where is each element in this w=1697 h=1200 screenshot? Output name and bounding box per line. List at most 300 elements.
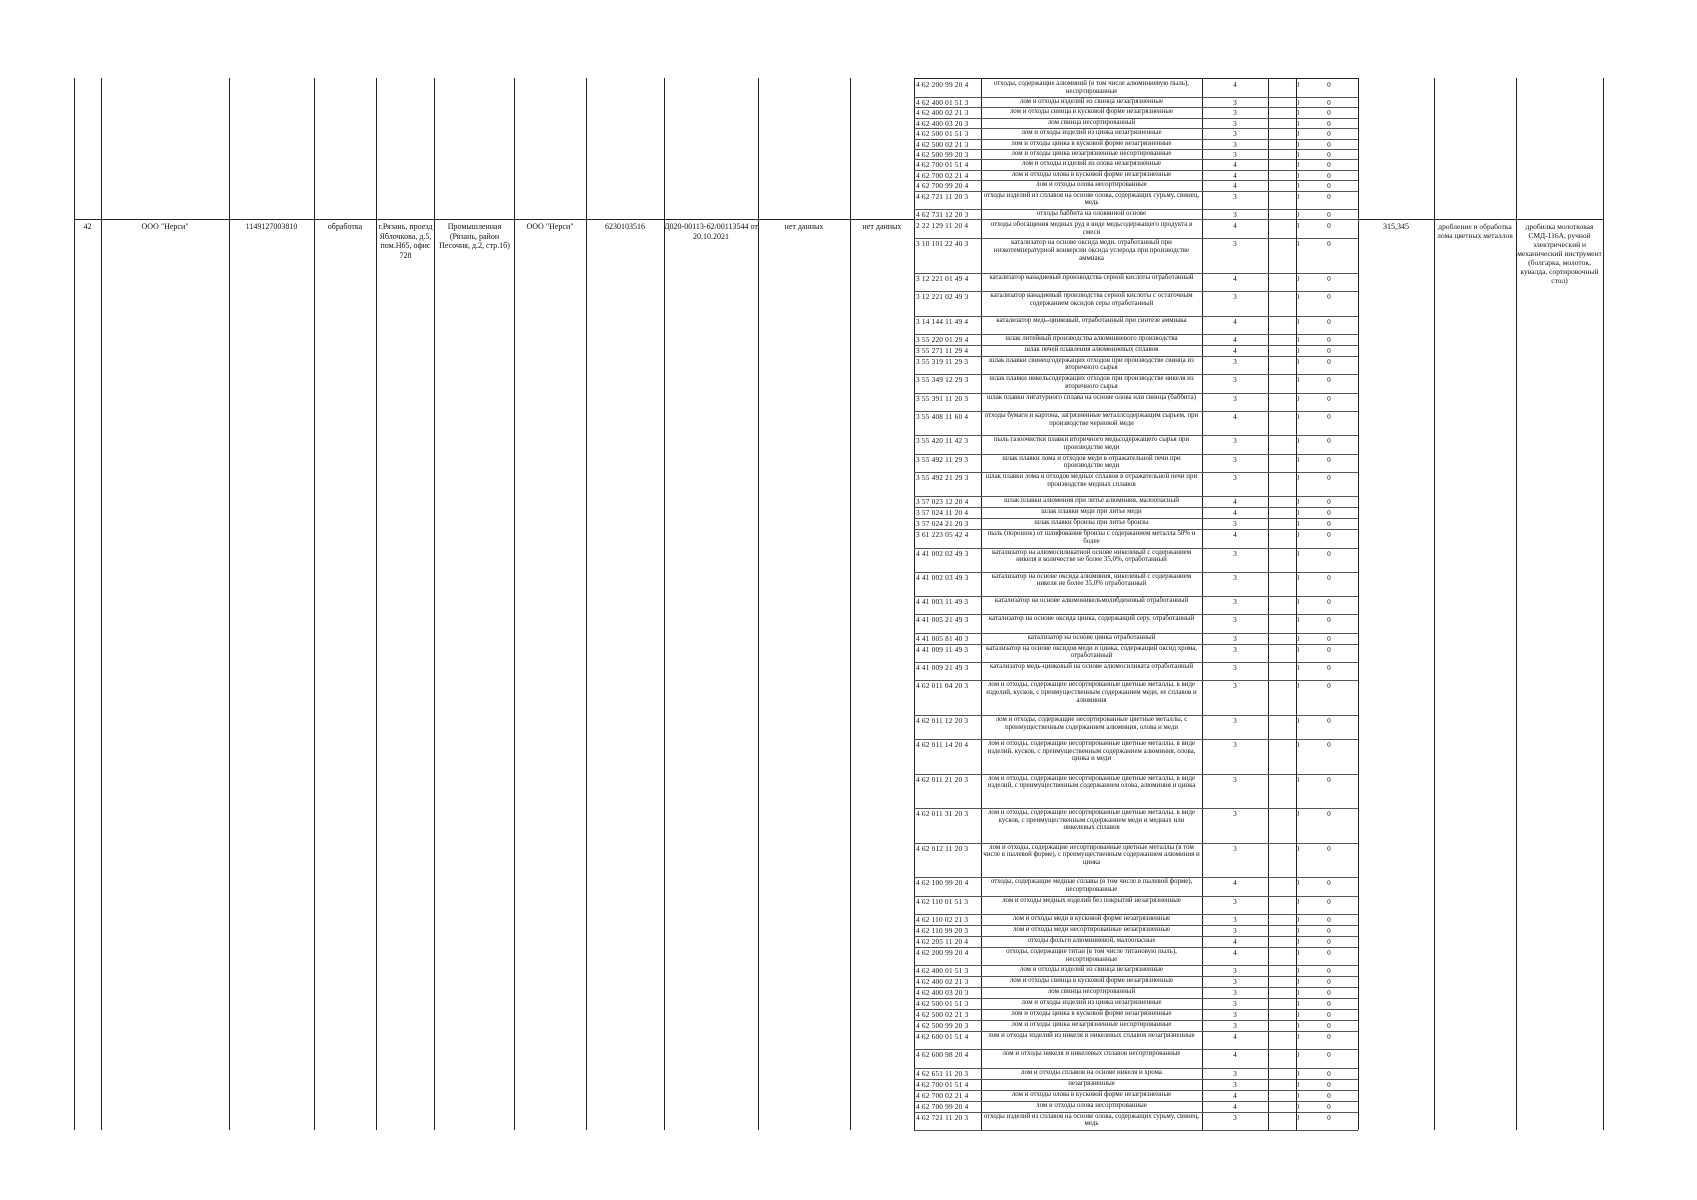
quantity-b: 0 — [1327, 519, 1331, 529]
quantity-a: 0 — [1295, 1031, 1300, 1041]
quantity-a: 0 — [1295, 977, 1300, 987]
quantity-b: 0 — [1327, 1068, 1331, 1078]
quantity-a: 0 — [1295, 345, 1300, 355]
fkko-code: 4 62 700 99 20 4 — [916, 181, 969, 191]
waste-description: лом и отходы меди несортированные незагрязненные — [1012, 926, 1171, 934]
fkko-code: 3 55 271 11 29 4 — [916, 345, 969, 355]
quantity-b: 0 — [1327, 1031, 1331, 1041]
quantity-b: 0 — [1327, 412, 1331, 422]
waste-description: лом и отходы, содержащие несортированные цветные металлы, в виде изделий, кусков, с преимущественным содержанием алюминия, олова, цинка и меди — [987, 740, 1196, 763]
quantity-b: 0 — [1327, 988, 1331, 998]
waste-description: лом и отходы, содержащие несортированные цветные металлы, в виде изделий, кусков, с преимущественным содержанием меди, ее сплавов и алюминия — [986, 681, 1197, 704]
quantity-b: 0 — [1327, 292, 1331, 302]
table-rule — [758, 78, 759, 1130]
waste-description: лом и отходы меди в кусковой форме незагрязненные — [1012, 915, 1171, 923]
fkko-code: 4 41 009 21 49 3 — [916, 663, 969, 673]
hazard-class: 3 — [1233, 988, 1237, 998]
quantity-b: 0 — [1327, 118, 1331, 128]
fkko-code: 4 62 600 98 20 4 — [916, 1050, 969, 1060]
quantity-b: 0 — [1327, 596, 1331, 606]
quantity-a: 0 — [1295, 473, 1300, 483]
quantity-b: 0 — [1327, 209, 1331, 219]
waste-description: лом и отходы изделий из олова незагрязненные — [1021, 160, 1162, 168]
waste-description: отходы фольги алюминиевой, малоопасные — [1027, 937, 1156, 945]
equipment: дробилка молотковая СМД-116А, ручной электрический и механический инструмент (болгарка, молоток, кувалда, сортировочный стол) — [1517, 222, 1602, 285]
quantity-b: 0 — [1327, 548, 1331, 558]
hazard-class: 3 — [1233, 843, 1237, 853]
quantity-b: 0 — [1327, 977, 1331, 987]
quantity-b: 0 — [1327, 716, 1331, 725]
hazard-class: 3 — [1233, 663, 1237, 673]
license-number: Д020-00113-62/00113544 от 20.10.2021 — [664, 222, 758, 241]
hazard-class: 3 — [1233, 129, 1237, 139]
fkko-code: 4 62 700 01 51 4 — [916, 1079, 969, 1089]
waste-description: катализатор на основе оксидов меди и цинка, содержащий оксид хрома, отработанный — [985, 644, 1198, 660]
organization-name: ООО "Нерси" — [141, 222, 189, 231]
inn: 6230103516 — [605, 222, 645, 231]
quantity-a: 0 — [1295, 221, 1300, 230]
quantity-a: 0 — [1295, 316, 1300, 326]
quantity-a: 0 — [1295, 530, 1300, 540]
table-rule — [914, 78, 915, 1130]
fkko-code: 3 57 024 11 20 4 — [916, 508, 969, 518]
quantity-a: 0 — [1295, 454, 1300, 464]
hazard-class: 4 — [1233, 530, 1237, 540]
waste-description: шлак плавки бронзы при литье бронзы — [1034, 519, 1149, 527]
waste-description: лом и отходы изделий из свинца незагрязненные — [1019, 966, 1164, 974]
fkko-code: 4 62 721 11 20 3 — [916, 191, 969, 201]
quantity-a: 0 — [1295, 809, 1300, 819]
hazard-class: 3 — [1233, 915, 1237, 925]
quantity-a: 0 — [1295, 375, 1300, 385]
fkko-code: 4 62 500 99 20 3 — [916, 150, 969, 159]
quantity-b: 0 — [1327, 966, 1331, 976]
fkko-code: 4 62 500 01 51 3 — [916, 129, 969, 139]
hazard-class: 4 — [1233, 497, 1237, 507]
hazard-class: 4 — [1233, 508, 1237, 518]
quantity-b: 0 — [1327, 1101, 1331, 1111]
fkko-code: 4 62 011 12 20 3 — [916, 716, 969, 725]
fkko-code: 4 62 400 02 21 3 — [916, 977, 969, 987]
hazard-class: 3 — [1233, 1010, 1237, 1020]
quantity-b: 0 — [1327, 334, 1331, 344]
quantity-b: 0 — [1327, 740, 1331, 750]
hazard-class: 4 — [1233, 1031, 1237, 1041]
quantity-a: 0 — [1295, 1101, 1300, 1111]
quantity-b: 0 — [1327, 473, 1331, 483]
hazard-class: 3 — [1233, 118, 1237, 128]
quantity-a: 0 — [1295, 97, 1300, 107]
quantity-a: 0 — [1295, 129, 1300, 139]
quantity-a: 0 — [1295, 1090, 1300, 1100]
hazard-class: 4 — [1233, 947, 1237, 957]
hazard-class: 3 — [1233, 548, 1237, 558]
quantity-a: 0 — [1295, 497, 1300, 507]
quantity-b: 0 — [1327, 150, 1331, 159]
fkko-code: 4 62 700 99 20 4 — [916, 1101, 969, 1111]
quantity-a: 0 — [1295, 878, 1300, 888]
quantity-a: 0 — [1295, 896, 1300, 906]
waste-description: лом и отходы свинца в кусковой форме незагрязненные — [1009, 108, 1174, 116]
ogrn: 1149127003810 — [245, 222, 298, 231]
waste-description: отходы, содержащие алюминий (в том числе алюминиевую пыль), несортированные — [993, 80, 1190, 95]
hazard-class: 3 — [1233, 473, 1237, 483]
waste-description: пыль газоочистки плавки вторичного медьсодержащего сырья при производстве меди — [993, 436, 1190, 451]
table-rule — [1358, 78, 1359, 1130]
fkko-code: 4 62 200 99 20 4 — [916, 947, 969, 957]
quantity-b: 0 — [1327, 1050, 1331, 1060]
waste-description: катализатор на алюмосиликатной основе никелевый с содержанием никеля в количестве не более 35,0%, отработанный — [991, 548, 1192, 564]
quantity-a: 0 — [1295, 947, 1300, 957]
hazard-class: 3 — [1233, 375, 1237, 385]
hazard-class: 4 — [1233, 170, 1237, 180]
waste-description: лом и отходы, содержащие несортированные цветные металлы, в виде кусков, с преимущественным содержанием меди и медных или никелевых сплавов — [987, 809, 1196, 832]
fkko-code: 3 12 221 02 49 3 — [916, 292, 969, 302]
quantity-b: 0 — [1327, 221, 1331, 230]
waste-description: шлак плавки лома и отходов медных сплавов в отражательной печи при производстве медных сплавов — [985, 473, 1198, 488]
okpd-code: 315,345 — [1383, 222, 1409, 231]
hazard-class: 4 — [1233, 221, 1237, 230]
hazard-class: 3 — [1233, 209, 1237, 219]
table-rule — [1296, 78, 1297, 1130]
quantity-b: 0 — [1327, 273, 1331, 283]
fkko-code: 3 55 319 11 29 3 — [916, 356, 969, 366]
hazard-class: 3 — [1233, 97, 1237, 107]
hazard-class: 4 — [1233, 412, 1237, 422]
hazard-class: 4 — [1233, 878, 1237, 888]
hazard-class: 3 — [1233, 681, 1237, 691]
quantity-b: 0 — [1327, 937, 1331, 947]
fkko-code: 4 41 009 11 49 3 — [916, 644, 969, 654]
table-rule — [1268, 78, 1269, 1130]
record-separator — [74, 219, 1603, 220]
hazard-class: 4 — [1233, 160, 1237, 170]
waste-description: катализатор на основе алюмоникельмолибденовый отработанный — [994, 596, 1189, 604]
quantity-b: 0 — [1327, 80, 1331, 89]
hazard-class: 3 — [1233, 519, 1237, 529]
waste-description: катализатор медь-цинковый на основе алюмосиликата отработанный — [989, 663, 1194, 671]
hazard-class: 3 — [1233, 615, 1237, 625]
table-rule — [981, 78, 982, 1130]
fkko-code: 4 62 500 01 51 3 — [916, 999, 969, 1009]
hazard-class: 4 — [1233, 937, 1237, 947]
hazard-class: 4 — [1233, 181, 1237, 191]
quantity-a: 0 — [1295, 181, 1300, 191]
fkko-code: 4 62 205 11 20 4 — [916, 937, 969, 947]
fkko-code: 4 41 002 02 49 3 — [916, 548, 969, 558]
waste-description: лом и отходы олова несортированные — [1036, 181, 1147, 189]
fkko-code: 3 55 349 12 29 3 — [916, 375, 969, 385]
fkko-code: 3 14 144 11 49 4 — [916, 316, 969, 326]
quantity-b: 0 — [1327, 191, 1331, 201]
quantity-b: 0 — [1327, 375, 1331, 385]
hazard-class: 3 — [1233, 1021, 1237, 1031]
fkko-code: 3 55 391 11 20 3 — [916, 393, 969, 403]
hazard-class: 3 — [1233, 896, 1237, 906]
waste-description: лом и отходы, содержащие несортированные цветные металлы, с преимущественным содержанием алюминия, олова и меди — [995, 716, 1188, 731]
quantity-a: 0 — [1295, 572, 1300, 582]
quantity-a: 0 — [1295, 740, 1300, 750]
quantity-b: 0 — [1327, 393, 1331, 403]
fkko-code: 4 62 500 02 21 3 — [916, 139, 969, 149]
fkko-code: 3 55 492 21 29 3 — [916, 473, 969, 483]
quantity-a: 0 — [1295, 393, 1300, 403]
hazard-class: 3 — [1233, 999, 1237, 1009]
hazard-class: 4 — [1233, 316, 1237, 326]
hazard-class: 3 — [1233, 191, 1237, 201]
fkko-code: 4 62 110 01 51 3 — [916, 896, 969, 906]
fkko-code: 3 55 220 01 29 4 — [916, 334, 969, 344]
fkko-code: 3 55 408 11 60 4 — [916, 412, 969, 422]
quantity-a: 0 — [1295, 508, 1300, 518]
quantity-b: 0 — [1327, 1112, 1331, 1122]
quantity-b: 0 — [1327, 572, 1331, 582]
hazard-class: 3 — [1233, 454, 1237, 464]
quantity-b: 0 — [1327, 809, 1331, 819]
quantity-b: 0 — [1327, 129, 1331, 139]
waste-description: катализатор медь-цинковый, отработанный при синтезе аммиака — [996, 316, 1187, 324]
fkko-code: 4 62 651 11 20 3 — [916, 1068, 969, 1078]
hazard-class: 4 — [1233, 80, 1237, 89]
table-rule — [101, 78, 102, 1130]
table-rule — [1202, 78, 1203, 1130]
fkko-code: 4 62 500 02 21 3 — [916, 1010, 969, 1020]
quantity-b: 0 — [1327, 615, 1331, 625]
hazard-class: 3 — [1233, 139, 1237, 149]
fkko-code: 4 62 110 99 20 3 — [916, 926, 969, 936]
quantity-a: 0 — [1295, 273, 1300, 283]
waste-description: пыль (порошок) от шлифования бронзы с содержанием металла 50% и более — [987, 530, 1196, 545]
table-rule — [229, 78, 230, 1130]
quantity-a: 0 — [1295, 209, 1300, 219]
fkko-code: 4 62 400 03 20 3 — [916, 118, 969, 128]
quantity-a: 0 — [1295, 843, 1300, 853]
quantity-a: 0 — [1295, 926, 1300, 936]
fkko-code: 4 62 100 99 20 4 — [916, 878, 969, 888]
quantity-a: 0 — [1295, 1068, 1300, 1078]
hazard-class: 3 — [1233, 926, 1237, 936]
fkko-code: 4 62 400 01 51 3 — [916, 97, 969, 107]
hazard-class: 3 — [1233, 572, 1237, 582]
waste-description: шлак плавки свинецсодержащих отходов при производстве свинца из вторичного сырья — [989, 356, 1194, 372]
quantity-a: 0 — [1295, 108, 1300, 118]
waste-description: лом свинца несортированный — [1047, 988, 1136, 996]
quantity-a: 0 — [1295, 334, 1300, 344]
waste-description: шлак литейный производства алюминиевого производства — [1005, 334, 1178, 342]
waste-description: лом и отходы изделий из свинца незагрязненные — [1019, 97, 1164, 105]
waste-description: катализатор на основе цинка отработанный — [1027, 633, 1156, 641]
quantity-a: 0 — [1295, 988, 1300, 998]
quantity-a: 0 — [1295, 633, 1300, 643]
quantity-b: 0 — [1327, 239, 1331, 249]
waste-description: отходы баббита на оловянной основе — [1036, 209, 1147, 217]
quantity-b: 0 — [1327, 108, 1331, 118]
quantity-a: 0 — [1295, 663, 1300, 673]
quantity-b: 0 — [1327, 436, 1331, 446]
fkko-code: 4 62 011 31 20 3 — [916, 809, 969, 819]
hazard-class: 3 — [1233, 1112, 1237, 1122]
waste-description: шлак плавки меди при литье меди — [1041, 508, 1142, 516]
fkko-code: 4 62 700 02 21 4 — [916, 1090, 969, 1100]
fkko-code: 4 62 400 02 21 3 — [916, 108, 969, 118]
waste-description: отходы изделий из сплавов на основе олова, содержащих сурьму, свинец, медь — [983, 1112, 1200, 1128]
waste-description: лом и отходы медных изделий без покрытий незагрязненные — [1002, 896, 1181, 904]
waste-description: лом и отходы свинца в кусковой форме незагрязненные — [1009, 977, 1174, 985]
quantity-b: 0 — [1327, 497, 1331, 507]
waste-description: катализатор ванадиевый производства серной кислоты отработанный — [989, 273, 1194, 281]
fkko-code: 4 62 721 11 20 3 — [916, 1112, 969, 1122]
quantity-b: 0 — [1327, 878, 1331, 888]
quantity-a: 0 — [1295, 1021, 1300, 1031]
hazard-class: 3 — [1233, 633, 1237, 643]
fkko-code: 4 62 500 99 20 3 — [916, 1021, 969, 1031]
waste-description: лом и отходы изделий из цинка незагрязненные — [1021, 129, 1162, 137]
no-data-cell: нет данных — [784, 222, 824, 231]
quantity-a: 0 — [1295, 1112, 1300, 1122]
quantity-a: 0 — [1295, 716, 1300, 725]
site-address: Промышленная (Рязань, район Песочня, д.2, стр.1б) — [439, 222, 510, 250]
fkko-code: 4 41 003 11 49 3 — [916, 596, 969, 606]
quantity-a: 0 — [1295, 937, 1300, 947]
quantity-b: 0 — [1327, 681, 1331, 691]
table-rule — [74, 78, 75, 1130]
waste-description: лом и отходы олова несортированные — [1036, 1101, 1147, 1109]
hazard-class: 4 — [1233, 1101, 1237, 1111]
fkko-code: 4 62 011 04 20 3 — [916, 681, 969, 691]
quantity-b: 0 — [1327, 663, 1331, 673]
quantity-a: 0 — [1295, 774, 1300, 784]
waste-description: катализатор на основе оксида алюминия, никелевый с содержанием никеля не более 35,0% отработанный — [991, 572, 1192, 588]
quantity-b: 0 — [1327, 644, 1331, 654]
row-rule — [914, 1130, 1358, 1131]
quantity-a: 0 — [1295, 1050, 1300, 1060]
waste-description: шлак плавки алюминия при литье алюминия, малоопасный — [1004, 497, 1179, 505]
quantity-a: 0 — [1295, 292, 1300, 302]
waste-description: шлак печей плавления алюминиевых сплавов — [1024, 345, 1159, 353]
quantity-b: 0 — [1327, 454, 1331, 464]
quantity-a: 0 — [1295, 596, 1300, 606]
hazard-class: 3 — [1233, 239, 1237, 249]
waste-description: лом и отходы изделий из никеля и никелевых сплавов незагрязненные — [988, 1031, 1195, 1039]
quantity-a: 0 — [1295, 999, 1300, 1009]
table-rule — [514, 78, 515, 1130]
table-rule — [314, 78, 315, 1130]
fkko-code: 4 41 005 21 49 3 — [916, 615, 969, 625]
fkko-code: 4 62 200 99 20 4 — [916, 80, 969, 89]
quantity-b: 0 — [1327, 1090, 1331, 1100]
quantity-a: 0 — [1295, 615, 1300, 625]
quantity-a: 0 — [1295, 1079, 1300, 1089]
waste-description: лом и отходы никеля и никелевых сплавов несортированные — [1002, 1050, 1181, 1058]
quantity-b: 0 — [1327, 843, 1331, 853]
waste-description: незагрязненные — [1068, 1079, 1115, 1087]
quantity-b: 0 — [1327, 170, 1331, 180]
quantity-b: 0 — [1327, 1079, 1331, 1089]
fkko-code: 4 62 400 03 20 3 — [916, 988, 969, 998]
quantity-b: 0 — [1327, 345, 1331, 355]
activity-type: обработка — [327, 222, 363, 231]
hazard-class: 3 — [1233, 436, 1237, 446]
quantity-a: 0 — [1295, 170, 1300, 180]
quantity-b: 0 — [1327, 97, 1331, 107]
fkko-code: 3 57 024 21 20 3 — [916, 519, 969, 529]
legal-address: г.Рязань, проезд Яблочкова, д.5, пом.Н65, офис 728 — [378, 222, 433, 260]
quantity-a: 0 — [1295, 681, 1300, 691]
fkko-code: 4 62 400 01 51 3 — [916, 966, 969, 976]
quantity-a: 0 — [1295, 118, 1300, 128]
process-type: дробление и обработка лома цветных металлов — [1437, 222, 1513, 240]
quantity-a: 0 — [1295, 966, 1300, 976]
waste-description: отходы обогащения медных руд в виде медьсодержащего продукта в смеси — [990, 221, 1193, 236]
waste-description: отходы, содержащие титан (в том числе титановую пыль), несортированные — [1006, 947, 1177, 963]
hazard-class: 4 — [1233, 334, 1237, 344]
hazard-class: 4 — [1233, 345, 1237, 355]
quantity-a: 0 — [1295, 139, 1300, 149]
quantity-b: 0 — [1327, 999, 1331, 1009]
quantity-a: 0 — [1295, 80, 1300, 89]
waste-description: лом и отходы олова в кусковой форме незагрязненные — [1011, 1090, 1172, 1098]
quantity-b: 0 — [1327, 160, 1331, 170]
waste-description: отходы изделий из сплавов на основе олова, содержащих сурьму, свинец, медь — [983, 191, 1200, 207]
hazard-class: 3 — [1233, 596, 1237, 606]
waste-description: шлак плавки лигатурного сплава на основе олова или свинца (баббита) — [986, 393, 1196, 401]
waste-description: лом и отходы цинка незагрязненные несортированные — [1011, 150, 1172, 157]
quantity-a: 0 — [1295, 160, 1300, 170]
hazard-class: 4 — [1233, 273, 1237, 283]
quantity-b: 0 — [1327, 508, 1331, 518]
hazard-class: 3 — [1233, 108, 1237, 118]
hazard-class: 3 — [1233, 774, 1237, 784]
fkko-code: 4 62 700 02 21 4 — [916, 170, 969, 180]
waste-description: лом и отходы изделий из цинка незагрязненные — [1021, 999, 1162, 1007]
hazard-class: 3 — [1233, 356, 1237, 366]
no-data-cell: нет данных — [862, 222, 902, 231]
quantity-a: 0 — [1295, 436, 1300, 446]
quantity-b: 0 — [1327, 530, 1331, 540]
quantity-a: 0 — [1295, 1010, 1300, 1020]
quantity-a: 0 — [1295, 644, 1300, 654]
quantity-b: 0 — [1327, 774, 1331, 784]
quantity-a: 0 — [1295, 412, 1300, 422]
operator-name: ООО "Нерси" — [526, 222, 574, 231]
hazard-class: 3 — [1233, 740, 1237, 750]
quantity-b: 0 — [1327, 1021, 1331, 1031]
fkko-code: 4 62 012 11 20 3 — [916, 843, 969, 853]
hazard-class: 3 — [1233, 1068, 1237, 1078]
quantity-b: 0 — [1327, 926, 1331, 936]
table-rule — [850, 78, 851, 1130]
quantity-a: 0 — [1295, 150, 1300, 159]
hazard-class: 3 — [1233, 292, 1237, 302]
quantity-a: 0 — [1295, 356, 1300, 366]
quantity-a: 0 — [1295, 191, 1300, 201]
waste-description: шлак плавки никельсодержащих отходов при производстве никеля из вторичного сырья — [989, 375, 1194, 390]
quantity-b: 0 — [1327, 1010, 1331, 1020]
waste-description: лом и отходы цинка незагрязненные несортированные — [1011, 1021, 1172, 1029]
quantity-b: 0 — [1327, 915, 1331, 925]
quantity-b: 0 — [1327, 316, 1331, 326]
hazard-class: 3 — [1233, 150, 1237, 159]
waste-table-top — [914, 78, 1358, 79]
fkko-code: 4 41 002 03 49 3 — [916, 572, 969, 582]
hazard-class: 4 — [1233, 1050, 1237, 1060]
waste-description: лом и отходы цинка в кусковой форме незагрязненные — [1011, 1010, 1172, 1018]
quantity-a: 0 — [1295, 239, 1300, 249]
waste-description: отходы, содержащие медные сплавы (в том числе в пылевой форме), несортированные — [990, 878, 1193, 893]
hazard-class: 3 — [1233, 644, 1237, 654]
fkko-code: 4 62 700 01 51 4 — [916, 160, 969, 170]
fkko-code: 3 10 101 22 40 3 — [916, 239, 969, 249]
